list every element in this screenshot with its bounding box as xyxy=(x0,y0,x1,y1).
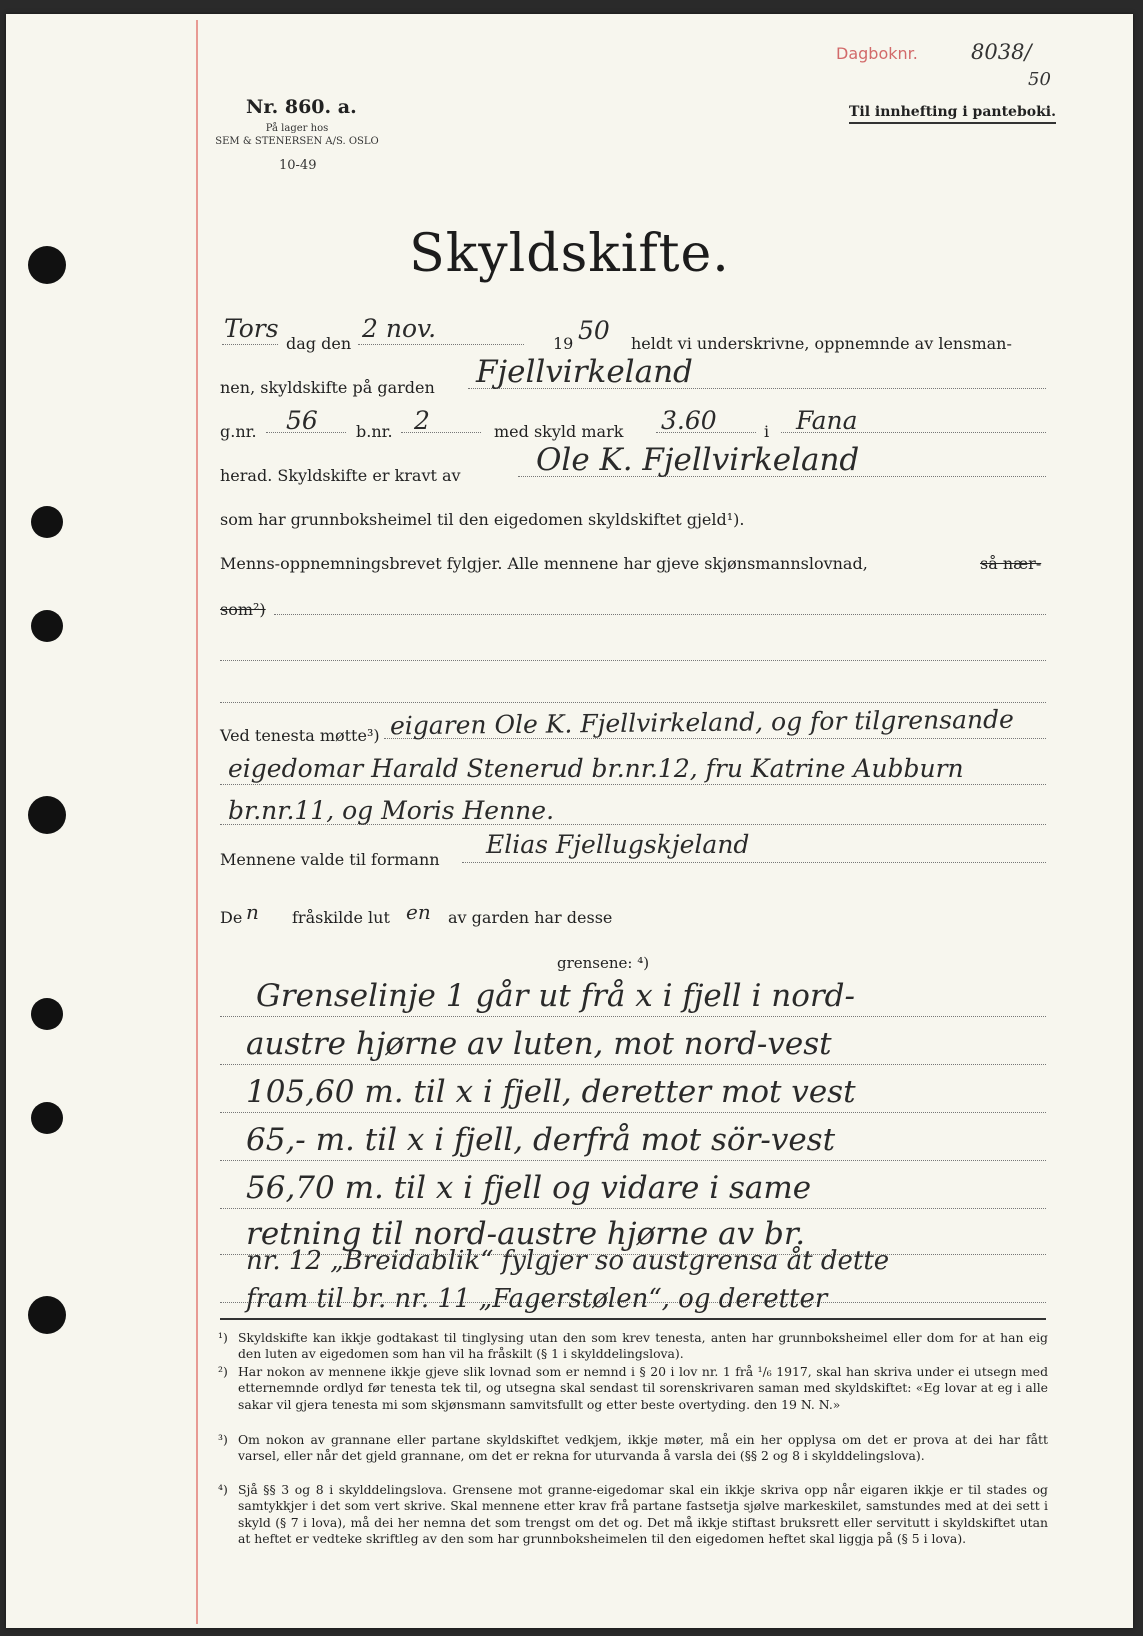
footnote-text: Skyldskifte kan ikkje godtakast til tinglysing utan den som krev tenesta, anten har grunnboksheimel eller dom for at han eig den luten av eigedomen som han vil ha fråskilt (§ 1 i skylddelingslova). xyxy=(238,1330,1048,1362)
label-dag-den: dag den xyxy=(286,334,352,353)
year-value: 50 xyxy=(578,316,610,345)
attended-line: eigedomar Harald Stenerud br.nr.12, fru Katrine Aubburn xyxy=(228,754,964,783)
weekday-value: Tors xyxy=(224,314,279,343)
document-page xyxy=(6,14,1133,1628)
label-19: 19 xyxy=(553,334,574,353)
footnote xyxy=(218,1330,1048,1363)
boundary-line: 56,70 m. til x i fjell og vidare i same xyxy=(246,1170,812,1206)
punch-hole xyxy=(31,998,63,1030)
filing-note: Til innhefting i panteboki. xyxy=(849,104,1056,124)
footnote xyxy=(218,1432,1048,1465)
attended-line: eigaren Ole K. Fjellvirkeland, og for tilgrensande xyxy=(389,704,1014,741)
date-value: 2 nov. xyxy=(362,314,437,343)
attended-line: br.nr.11, og Moris Henne. xyxy=(228,796,555,825)
footnote-mark: ²) xyxy=(218,1364,228,1379)
label-menns: Menns-oppnemningsbrevet fylgjer. Alle mennene har gjeve skjønsmannslovnad, xyxy=(220,554,868,573)
boundary-line: fram til br. nr. 11 „Fagerstølen“, og deretter xyxy=(246,1284,828,1314)
label-nen: nen, skyldskifte på garden xyxy=(220,378,435,397)
punch-hole xyxy=(28,1296,66,1334)
gnr-value: 56 xyxy=(286,406,318,435)
punch-hole xyxy=(31,1102,63,1134)
lut-suffix: en xyxy=(406,900,431,924)
footnote-mark: ⁴) xyxy=(218,1482,228,1497)
printer-imprint xyxy=(212,122,382,148)
footnote-mark: ³) xyxy=(218,1432,228,1447)
label-den: De xyxy=(220,908,243,927)
footnote-text: Om nokon av grannane eller partane skyldskiftet vedkjem, ikkje møter, må ein her opplysa om det er prova at dei har fått varsel, eller når det gjeld grannane, om det er rekna for uturvanda å varsla dei (§§ 2 og 8 i skylddelingslova). xyxy=(238,1432,1048,1464)
label-ved-tenesta: Ved tenesta møtte³) xyxy=(220,726,380,745)
footnote xyxy=(218,1364,1048,1413)
label-skyld: med skyld mark xyxy=(494,422,624,441)
label-sa-naer: så nær- xyxy=(980,554,1042,573)
boundary-line: retning til nord-austre hjørne av br. xyxy=(246,1216,806,1252)
boundary-line: 105,60 m. til x i fjell, deretter mot vest xyxy=(246,1074,856,1110)
municipality-value: Fana xyxy=(796,406,858,435)
label-grensene: grensene: ⁴) xyxy=(557,954,650,972)
requested-by-value: Ole K. Fjellvirkeland xyxy=(536,442,860,478)
punch-hole xyxy=(31,506,63,538)
bnr-value: 2 xyxy=(414,406,430,435)
den-suffix: n xyxy=(246,900,259,924)
label-herad: herad. Skyldskifte er kravt av xyxy=(220,466,461,485)
footnote-mark: ¹) xyxy=(218,1330,228,1345)
boundary-line: nr. 12 „Breidablik“ fylgjer so austgrensa åt dette xyxy=(246,1246,890,1276)
label-gnr: g.nr. xyxy=(220,422,257,441)
dagbok-number: 8038/ xyxy=(971,40,1032,64)
skyld-value: 3.60 xyxy=(661,406,717,435)
label-grunnbok: som har grunnboksheimel til den eigedomen skyldskiftet gjeld¹). xyxy=(220,510,745,529)
boundary-line: 65,- m. til x i fjell, derfrå mot sör-vest xyxy=(246,1122,836,1158)
label-i: i xyxy=(764,422,770,441)
label-bnr: b.nr. xyxy=(356,422,393,441)
printer-line: På lager hos xyxy=(265,123,329,134)
dagbok-stamp: Dagboknr. xyxy=(836,44,918,63)
boundary-line: austre hjørne av luten, mot nord-vest xyxy=(246,1026,832,1062)
dagbok-year: 50 xyxy=(1028,69,1051,90)
label-av-garden: av garden har desse xyxy=(448,908,613,927)
label-som: som²) xyxy=(220,600,266,619)
chairman-value: Elias Fjellugskjeland xyxy=(486,830,750,859)
page-title: Skyldskifte. xyxy=(409,224,730,284)
punch-hole xyxy=(28,796,66,834)
footnote-separator xyxy=(220,1318,1046,1320)
footnote xyxy=(218,1482,1048,1548)
footnote-text: Sjå §§ 3 og 8 i skylddelingslova. Grensene mot granne-eigedomar skal ein ikkje skriva opp når eigaren ikkje er til stades og samtykkjer i det som vert skrive. Skal mennene etter krav frå partane fastsetja sjølve markeskilet, samstundes med at dei sett i skyld (§ 7 i lova), må dei her nemna det som trengst om det og. Det må ikkje stiftast bruksrett eller servitutt i skyldskiftet utan at heftet er vedteke skriftleg av den som har grunnboksheimelen til den eigedomen heftet skal liggja på (§ 5 i lova). xyxy=(238,1482,1048,1547)
farm-value: Fjellvirkeland xyxy=(476,354,693,390)
punch-hole xyxy=(31,610,63,642)
form-number: Nr. 860. a. xyxy=(246,96,357,118)
footnote-text: Har nokon av mennene ikkje gjeve slik lovnad som er nemnd i § 20 i lov nr. 1 frå ¹/₆ 1917, skal han skriva under ei utsegn med etternemnde ordlyd før tenesta tek til, og utsegna skal sendast til sorenskrivaren saman med skyldskiftet: «Eg lovar at eg i alle sakar vil gjera tenesta mi som skjønsmann samvitsfullt og etter beste overtyding. den 19 N. N.» xyxy=(238,1364,1048,1412)
label-formann: Mennene valde til formann xyxy=(220,850,440,869)
label-heldt: heldt vi underskrivne, oppnemnde av lensman- xyxy=(631,334,1012,353)
boundary-line: Grenselinje 1 går ut frå x i fjell i nord- xyxy=(256,978,855,1014)
label-fraskilde: fråskilde lut xyxy=(292,908,390,927)
printer-line: SEM & STENERSEN A/S. OSLO xyxy=(215,136,379,147)
printer-date: 10-49 xyxy=(279,158,317,173)
